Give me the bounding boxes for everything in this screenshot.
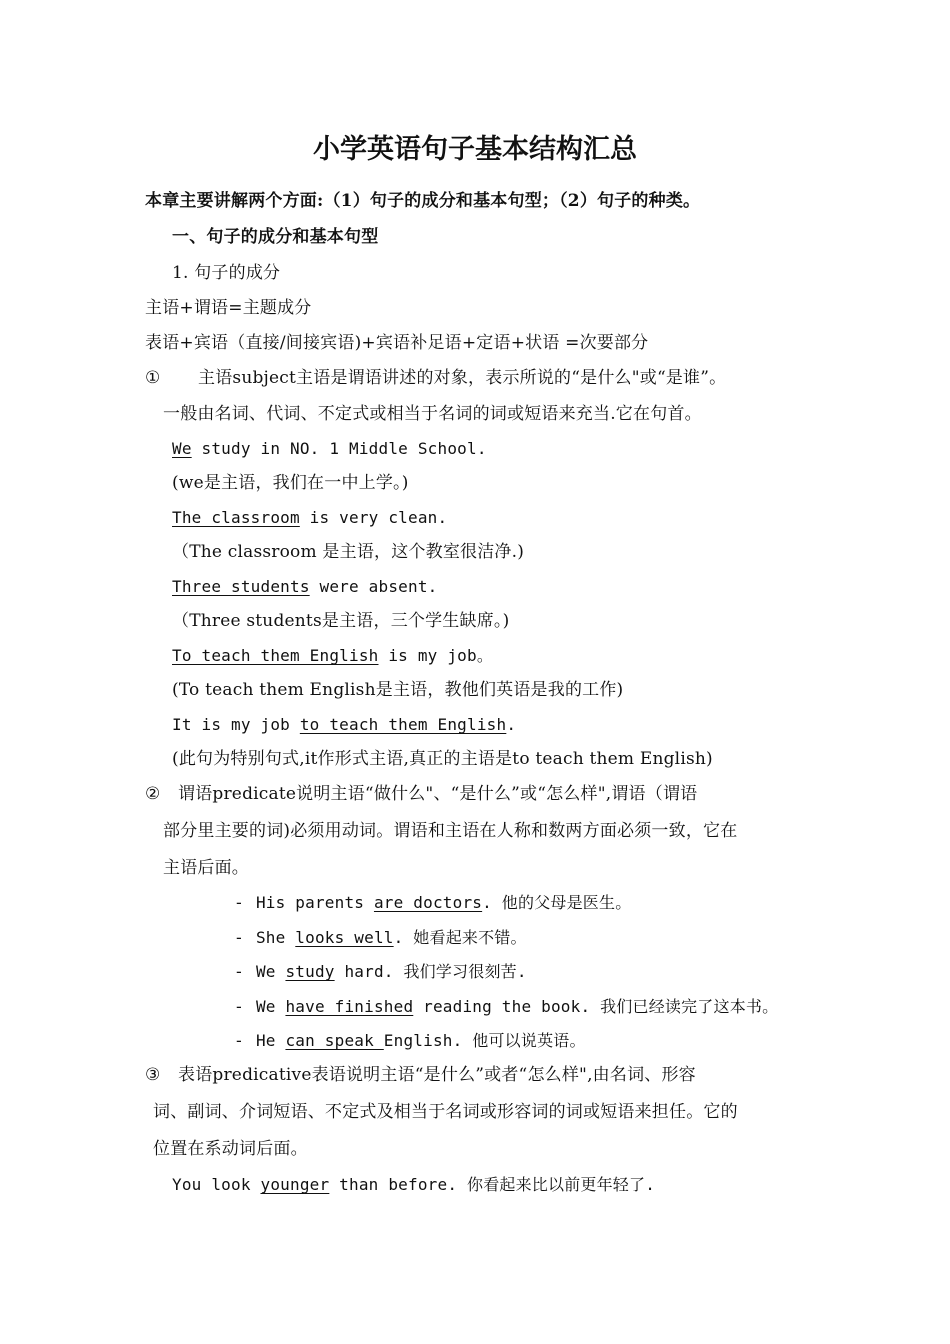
predicate-example-2: [236, 927, 527, 949]
subject-marker: ①: [145, 368, 161, 388]
example-post: . 她看起来不错。: [393, 928, 527, 947]
page-title: 小学英语句子基本结构汇总: [313, 134, 637, 165]
underlined-subject: To teach them English: [172, 646, 379, 665]
predicative-example: [172, 1174, 655, 1196]
predicate-marker: ②: [145, 784, 161, 804]
example-pre: His parents: [255, 893, 374, 912]
underlined-subject: Three students: [172, 577, 310, 596]
predicative-definition-line3: 位置在系动词后面。: [153, 1139, 308, 1159]
example-post: . 他的父母是医生。: [482, 893, 632, 912]
example-pre: We: [255, 962, 286, 981]
example-rest: were absent.: [309, 577, 438, 596]
predicate-example-3: [236, 961, 527, 983]
subject-example-it: [172, 714, 516, 736]
example-rest: is very clean.: [299, 508, 448, 527]
predicate-definition-line3: 主语后面。: [163, 858, 249, 878]
subject-example-3: [172, 576, 438, 598]
predicate-example-4: [236, 996, 778, 1018]
underlined-predicate: looks well: [295, 928, 394, 947]
subject-example-4: [172, 645, 493, 667]
section-heading: 一、句子的成分和基本句型: [172, 227, 379, 247]
subject-definition-line2: 一般由名词、代词、不定式或相当于名词的词或短语来充当.它在句首。: [163, 404, 702, 424]
underlined-predicative: younger: [260, 1175, 330, 1194]
example-pre: He: [255, 1031, 286, 1050]
predicative-definition-line2: 词、副词、介词短语、不定式及相当于名词或形容词的词或短语来担任。它的: [153, 1102, 738, 1122]
example-pre: You look: [172, 1175, 261, 1194]
example-pre: We: [255, 997, 286, 1016]
main-components-definition: 主语+谓语=主题成分: [145, 298, 312, 318]
subject-example-4-note: (To teach them English是主语，教他们英语是我的工作): [172, 680, 624, 700]
underlined-predicate: can speak: [285, 1031, 384, 1050]
example-rest: is my job。: [378, 646, 494, 665]
bullet-dash: -: [236, 1031, 242, 1051]
example-post: reading the book. 我们已经读完了这本书。: [413, 997, 779, 1016]
subject-example-3-note: （Three students是主语，三个学生缺席。): [172, 611, 510, 631]
example-pre: She: [255, 928, 296, 947]
example-post: than before. 你看起来比以前更年轻了.: [329, 1175, 656, 1194]
sub-heading: 1. 句子的成分: [172, 263, 281, 283]
bullet-dash: -: [236, 893, 242, 913]
predicate-example-1: [236, 892, 631, 914]
predicative-definition-line1: 表语predicative表语说明主语“是什么”或者“怎么样",由名词、形容: [178, 1065, 696, 1085]
subject-definition-line1: 主语subject主语是谓语讲述的对象，表示所说的“是什么"或“是谁”。: [198, 368, 727, 388]
underlined-predicate: have finished: [285, 997, 414, 1016]
subject-example-1: [172, 438, 487, 460]
predicate-example-5: [236, 1030, 586, 1052]
underlined-subject: The classroom: [172, 508, 300, 527]
example-post: hard. 我们学习很刻苦.: [334, 962, 527, 981]
predicate-definition-line1: 谓语predicate说明主语“做什么"、“是什么”或“怎么样",谓语（谓语: [178, 784, 698, 804]
bullet-dash: -: [236, 962, 242, 982]
example-post: English. 他可以说英语。: [383, 1031, 586, 1050]
example-rest: study in NO. 1 Middle School.: [191, 439, 487, 458]
predicate-definition-line2: 部分里主要的词)必须用动词。谓语和主语在人称和数两方面必须一致，它在: [163, 821, 738, 841]
predicative-marker: ③: [145, 1065, 161, 1085]
bullet-dash: -: [236, 997, 242, 1017]
intro-text: 本章主要讲解两个方面:（1）句子的成分和基本句型；（2）句子的种类。: [145, 191, 701, 211]
subject-example-2-note: （The classroom 是主语，这个教室很洁净.): [172, 542, 525, 562]
bullet-dash: -: [236, 928, 242, 948]
underlined-predicate: are doctors: [373, 893, 483, 912]
subject-example-1-note: (we是主语，我们在一中上学。): [172, 473, 409, 493]
underlined-subject: to teach them English: [299, 715, 507, 734]
example-post: .: [506, 715, 517, 734]
example-pre: It is my job: [172, 715, 300, 734]
underlined-predicate: study: [285, 962, 335, 981]
underlined-subject: We: [172, 439, 192, 458]
subject-example-it-note: (此句为特别句式,it作形式主语,真正的主语是to teach them English): [172, 749, 713, 769]
secondary-components-definition: 表语+宾语（直接/间接宾语)+宾语补足语+定语+状语 =次要部分: [145, 333, 649, 353]
subject-example-2: [172, 507, 447, 529]
